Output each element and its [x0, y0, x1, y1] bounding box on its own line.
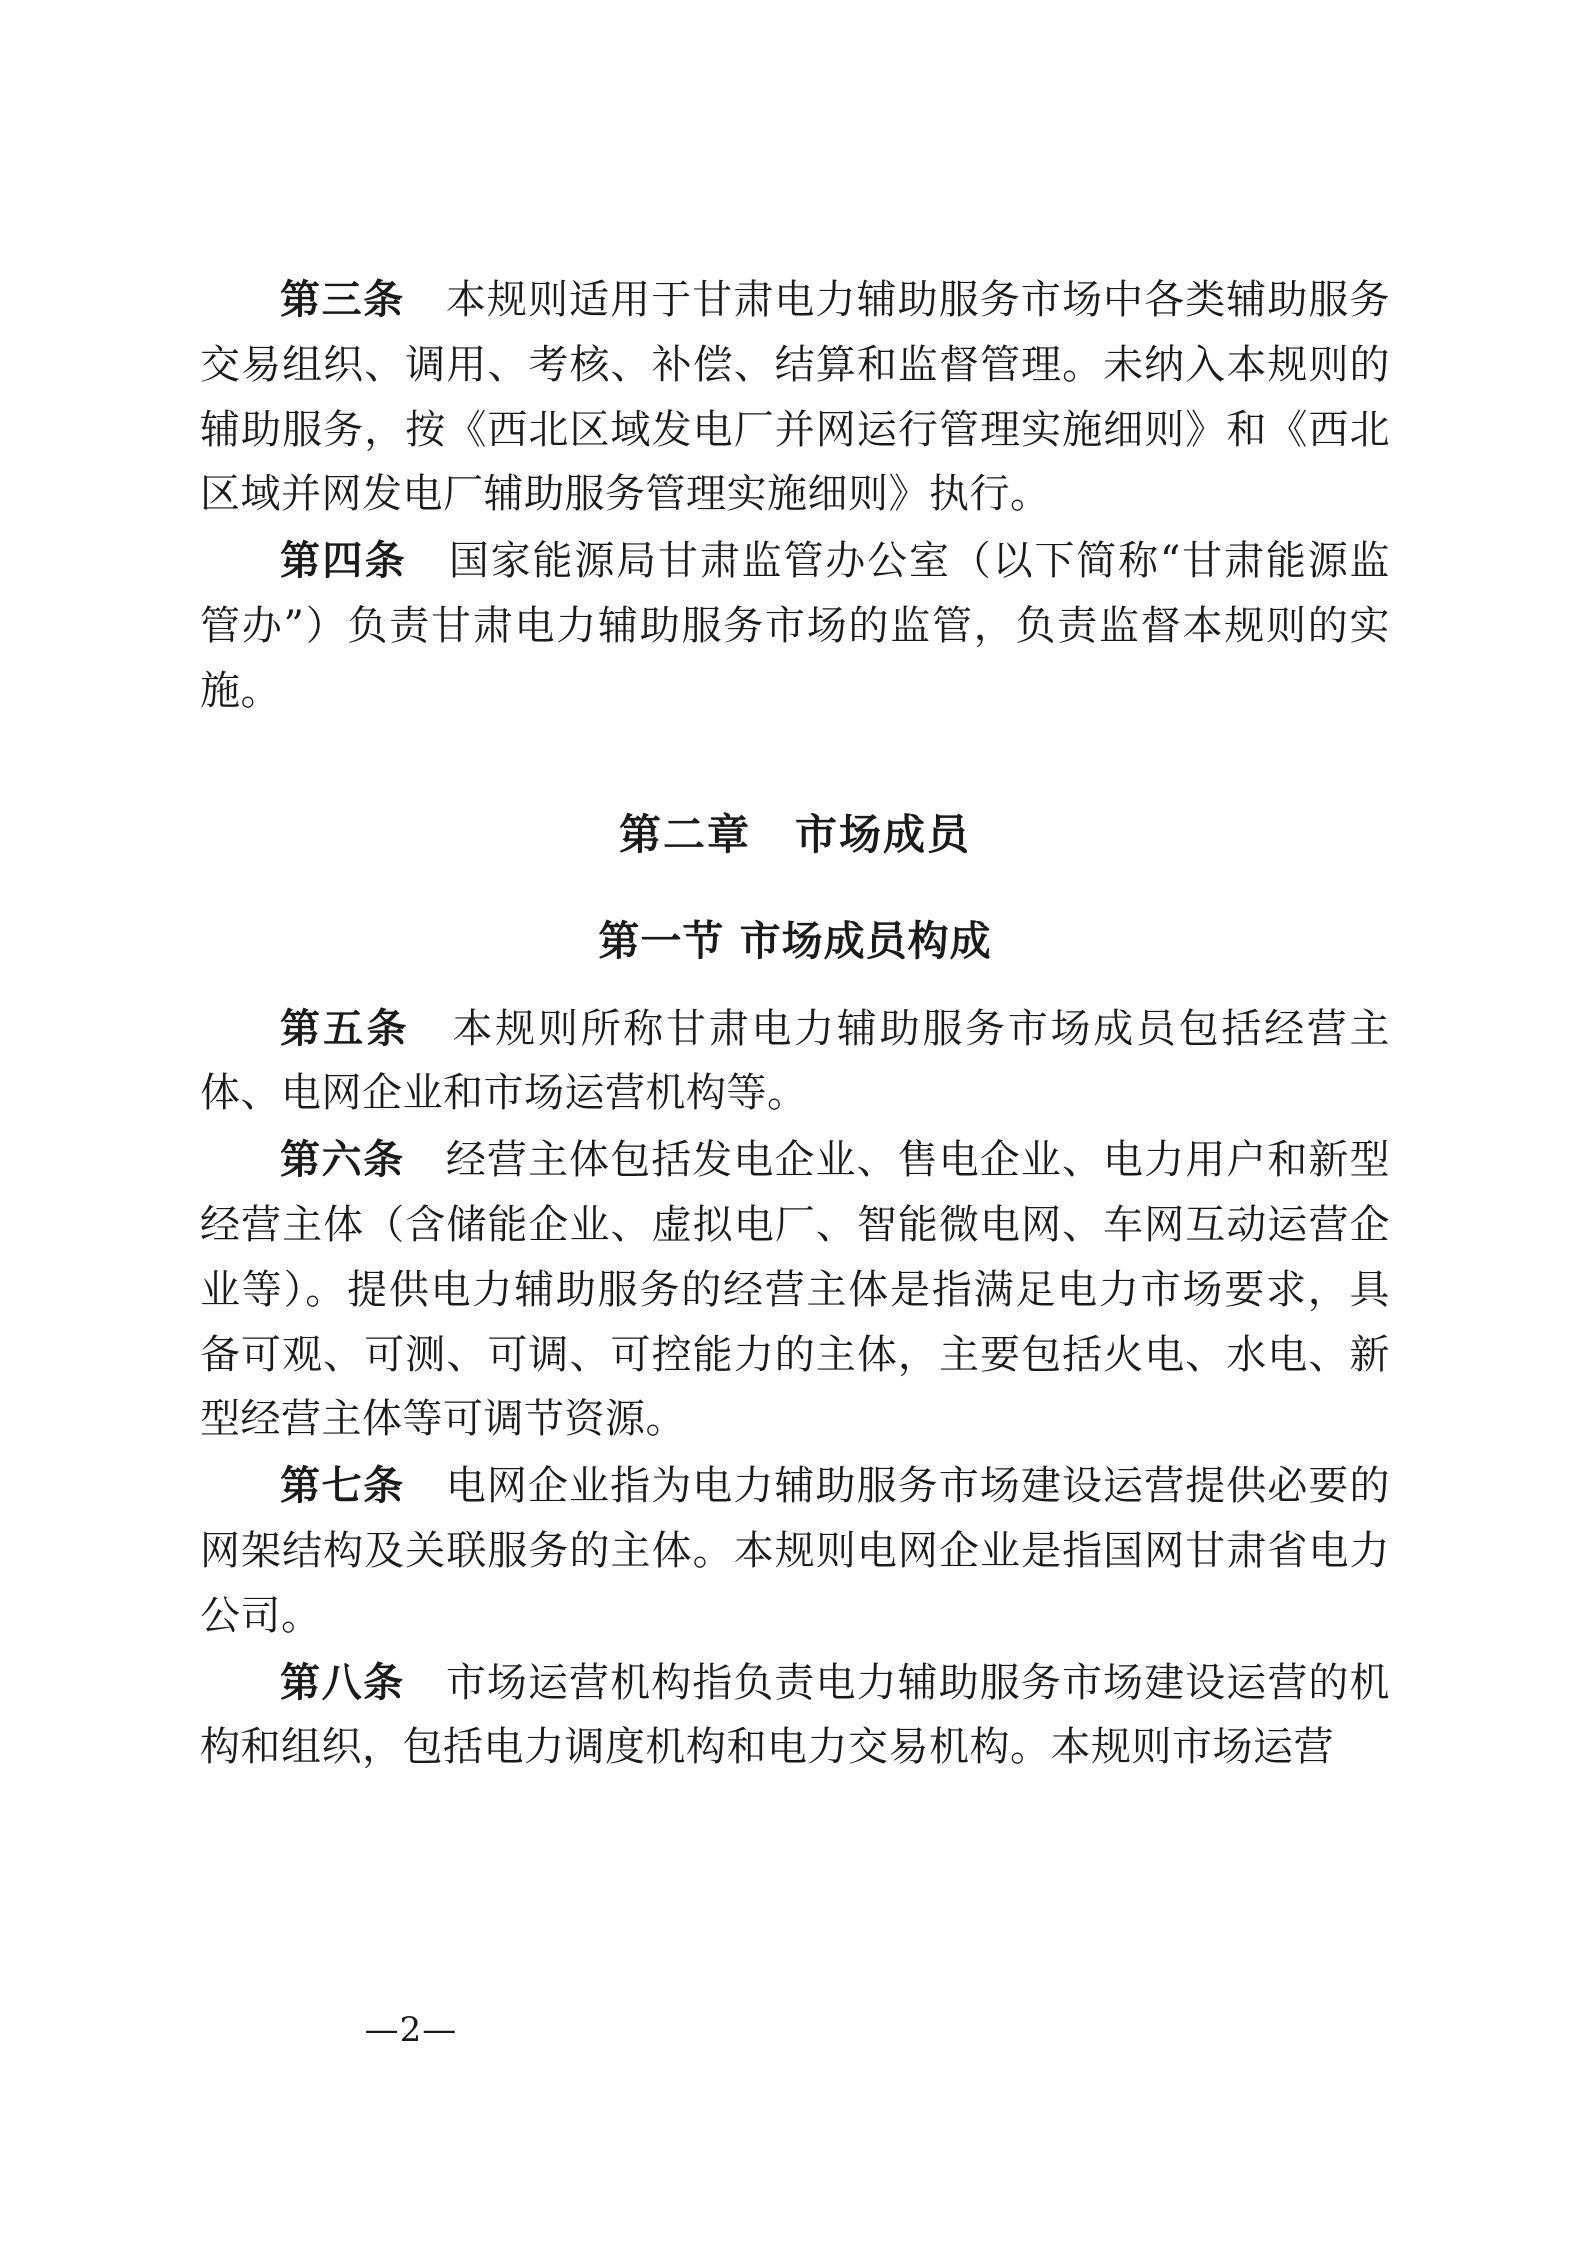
section-heading: 第一节 市场成员构成	[598, 916, 992, 965]
article-paragraph	[200, 1128, 1390, 1452]
article-text: 经营主体包括发电企业、售电企业、电力用户和新型经营主体（含储能企业、虚拟电厂、智能微电网、车网互动运营企业等）。提供电力辅助服务的经营主体是指满足电力市场要求，具备可观、可测、可调、可控能力的主体，主要包括火电、水电、新型经营主体等可调节资源。	[200, 1137, 1391, 1443]
page-footer	[0, 2010, 1587, 2050]
article-paragraph	[200, 529, 1390, 723]
article-paragraph	[200, 997, 1390, 1127]
chapter-heading: 第二章 市场成员	[618, 809, 971, 859]
article-paragraph	[200, 1651, 1390, 1781]
article-number: 第六条	[280, 1136, 405, 1184]
article-text: 国家能源局甘肃监管办公室（以下简称“甘肃能源监管办”）负责甘肃电力辅助服务市场的监管，负责监督本规则的实施。	[200, 538, 1391, 714]
page-body	[200, 268, 1390, 1782]
article-number: 第八条	[280, 1658, 405, 1706]
article-paragraph	[200, 268, 1390, 527]
article-text: 本规则所称甘肃电力辅助服务市场成员包括经营主体、电网企业和市场运营机构等。	[200, 1005, 1391, 1117]
article-text: 电网企业指为电力辅助服务市场建设运营提供必要的网架结构及关联服务的主体。本规则电网企业是指国网甘肃省电力公司。	[200, 1463, 1391, 1639]
article-number: 第五条	[280, 1004, 410, 1052]
article-number: 第四条	[280, 537, 407, 585]
article-text: 本规则适用于甘肃电力辅助服务市场中各类辅助服务交易组织、调用、考核、补偿、结算和监督管理。未纳入本规则的辅助服务，按《西北区域发电厂并网运行管理实施细则》和《西北区域并网发电厂辅助服务管理实施细则》执行。	[200, 277, 1391, 518]
page-number-label: —2—	[364, 2010, 458, 2050]
vertical-spacer	[200, 967, 1390, 997]
vertical-spacer	[200, 726, 1390, 802]
article-number: 第七条	[280, 1462, 405, 1510]
article-paragraph	[200, 1454, 1390, 1648]
article-number: 第三条	[280, 276, 405, 323]
vertical-spacer	[200, 862, 1390, 908]
article-text: 市场运营机构指负责电力辅助服务市场建设运营的机构和组织，包括电力调度机构和电力交易机构。本规则市场运营	[200, 1659, 1391, 1771]
